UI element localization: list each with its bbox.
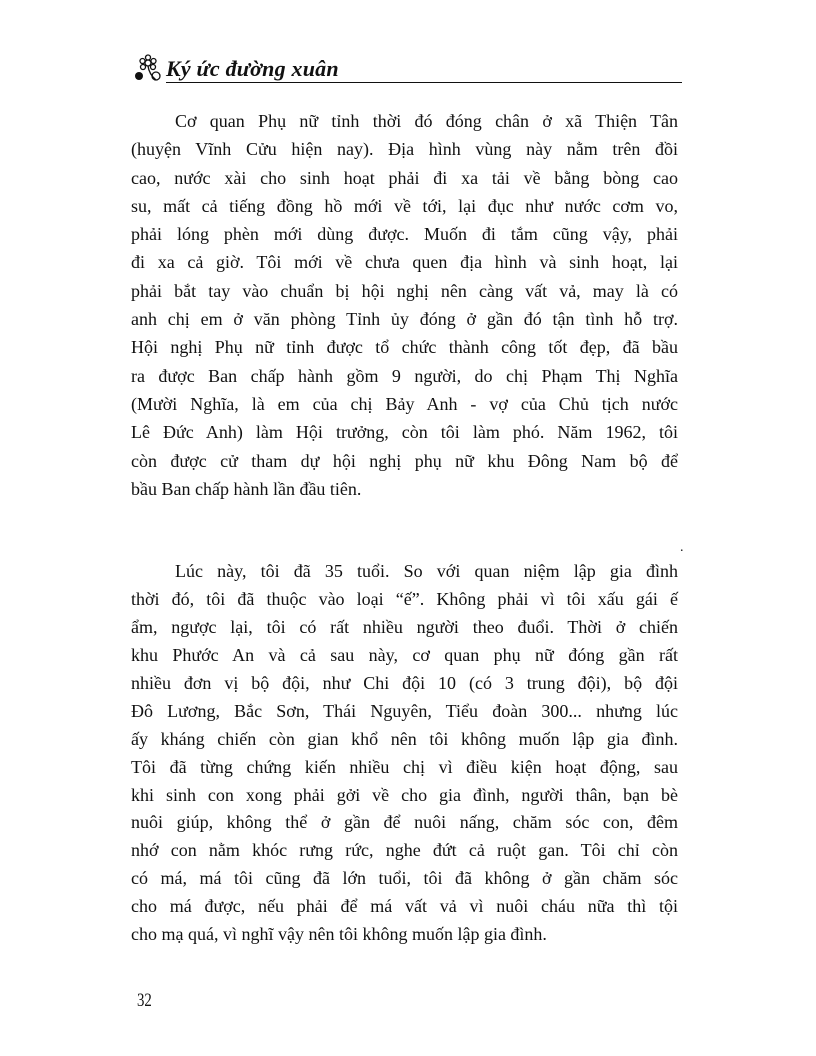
text-line: cho mạ quá, vì nghĩ vậy nên tôi không muốn lập gia đình. — [131, 924, 547, 945]
text-line: nhiều đơn vị bộ đội, như Chi đội 10 (có 3 trung đội), bộ đội — [131, 672, 678, 693]
paragraph-2 — [131, 558, 678, 949]
page-number: 32 — [137, 990, 152, 1011]
text-line: khu Phước An và cả sau này, cơ quan phụ nữ đóng gần rất — [131, 644, 678, 665]
text-line: cao, nước xài cho sinh hoạt phải đi xa tải về bằng bòng cao — [131, 167, 678, 188]
text-line: Hội nghị Phụ nữ tỉnh được tổ chức thành công tốt đẹp, đã bầu — [131, 337, 678, 358]
text-line: ẩm, ngược lại, tôi có rất nhiều người theo đuổi. Thời ở chiến — [131, 616, 678, 637]
text-line: (huyện Vĩnh Cửu hiện nay). Địa hình vùng này nằm trên đồi — [131, 139, 678, 160]
text-line: phải bắt tay vào chuẩn bị hội nghị nên càng vất vả, may là có — [131, 280, 678, 301]
text-line: (Mười Nghĩa, là em của chị Bảy Anh - vợ của Chủ tịch nước — [131, 393, 678, 414]
text-line: đi xa cả giờ. Tôi mới về chưa quen địa hình và sinh hoạt, lại — [131, 252, 678, 273]
text-line: Lê Đức Anh) làm Hội trưởng, còn tôi làm phó. Năm 1962, tôi — [131, 422, 678, 443]
text-line: Cơ quan Phụ nữ tỉnh thời đó đóng chân ở xã Thiện Tân — [175, 111, 678, 131]
text-line: Đô Lương, Bắc Sơn, Thái Nguyên, Tiểu đoàn 300... nhưng lúc — [131, 700, 678, 721]
text-line: Lúc này, tôi đã 35 tuổi. So với quan niệm lập gia đình — [175, 561, 678, 581]
text-line: thời đó, tôi đã thuộc vào loại “ế”. Không phải vì tôi xấu gái ế — [131, 588, 678, 609]
text-line: su, mất cả tiếng đồng hồ mới về tới, lại đục như nước cơm vo, — [131, 195, 678, 216]
running-header — [134, 52, 682, 86]
text-line: có má, má tôi cũng đã lớn tuổi, tôi đã không ở gần chăm sóc — [131, 868, 678, 889]
scan-speck: . — [680, 540, 684, 555]
text-line: ra được Ban chấp hành gồm 9 người, do chị Phạm Thị Nghĩa — [131, 365, 678, 386]
flower-icon — [134, 54, 164, 84]
text-line: còn được cử tham dự hội nghị phụ nữ khu Đông Nam bộ để — [131, 450, 678, 471]
text-line: bầu Ban chấp hành lần đầu tiên. — [131, 478, 362, 499]
text-line: ấy kháng chiến còn gian khổ nên tôi không muốn lập gia đình. — [131, 728, 678, 749]
text-line: Tôi đã từng chứng kiến nhiều chị vì điều kiện hoạt động, sau — [131, 756, 678, 777]
text-line: phải lóng phèn mới dùng được. Muốn đi tắm cũng vậy, phải — [131, 224, 678, 245]
paragraph-1 — [131, 107, 678, 503]
text-line: cho má được, nếu phải để má vất vả vì nuôi cháu nữa thì tội — [131, 896, 678, 917]
text-line: nuôi giúp, không thể ở gần để nuôi nấng, chăm sóc con, đêm — [131, 812, 678, 833]
text-line: khi sinh con xong phải gởi về cho gia đình, người thân, bạn bè — [131, 784, 678, 805]
book-title: Ký ức đường xuân — [166, 56, 339, 81]
text-line: nhớ con nằm khóc rưng rức, nghe đứt cả ruột gan. Tôi chỉ còn — [131, 840, 678, 861]
header-rule — [166, 82, 682, 83]
text-line: anh chị em ở văn phòng Tỉnh ủy đóng ở gần đó tận tình hỗ trợ. — [131, 309, 678, 330]
